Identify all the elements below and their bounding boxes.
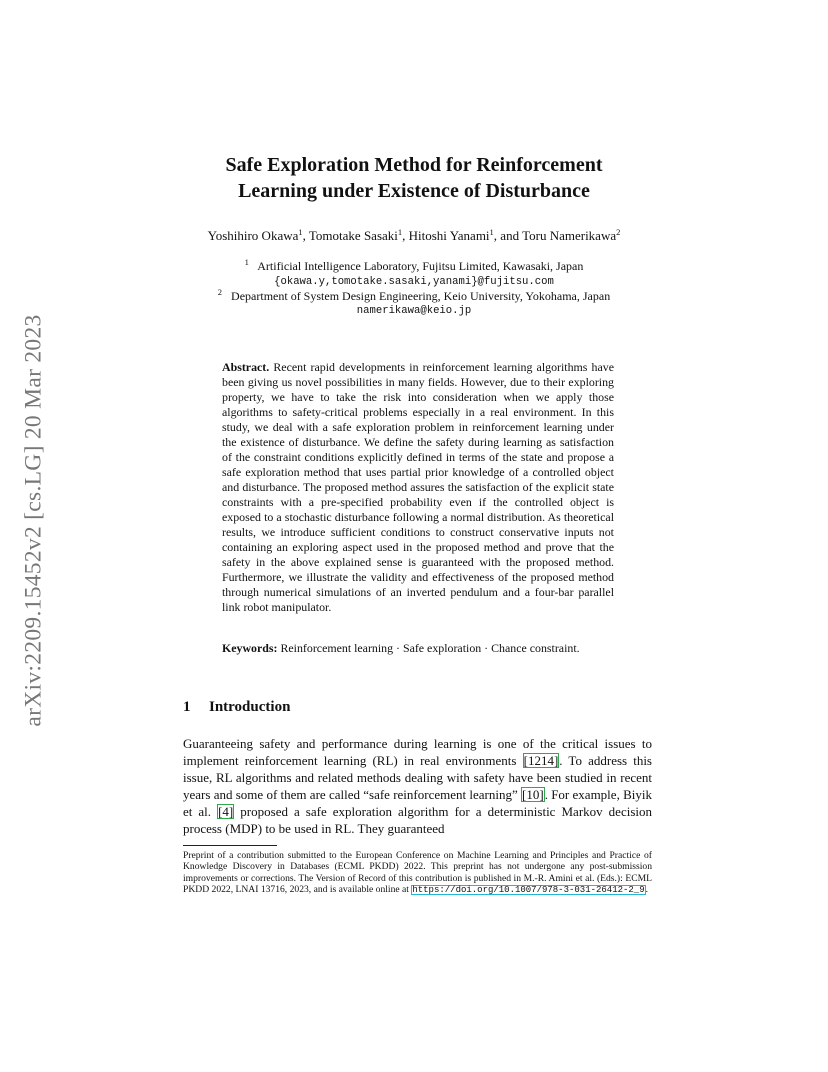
affiliation-mark: 2 [217,287,223,297]
title-line-2: Learning under Existence of Disturbance [238,180,590,202]
citation-link[interactable] [523,753,560,768]
author-name: Tomotake Sasaki [308,228,398,243]
footnote [183,850,652,897]
arxiv-id-text: arXiv:2209.15452v2 [cs.LG] 20 Mar 2023 [20,314,47,727]
affiliation-text: Department of System Design Engineering, Keio University, Yokohama, Japan [231,289,611,303]
section-title: Introduction [209,699,291,715]
abstract-text: Recent rapid developments in reinforcement learning algorithms have been giving us novel possibilities in many fields. However, due to their exploring property, we have to take the risk into consideration when we apply those algorithms to safety-critical problems especially in a real environment. In this study, we deal with a safe exploration problem in reinforcement learning under the existence of disturbance. We define the safety during learning as satisfaction of the constraint conditions explicitly defined in terms of the state and propose a safe exploration method that uses partial prior knowledge of a controlled object and disturbance. The proposed method assures the satisfaction of the explicit state constraints with a pre-specified probability even if the controlled object is exposed to a stochastic disturbance following a normal distribution. As theoretical results, we introduce sufficient conditions to construct conservative inputs not containing an exploring aspect used in the proposed method and prove that the safety in the above explained sense is guaranteed with the proposed method. Furthermore, we illustrate the validity and effectiveness of the proposed method through numerical simulations of an inverted pendulum and a four-bar parallel link robot manipulator. [222,360,614,614]
author-aff-mark: 1 [397,227,403,237]
abstract-label: Abstract. [222,360,270,374]
author-name: Hitoshi Yanami [408,228,490,243]
affiliation-1-email: {okawa.y,tomotake.sasaki,yanami}@fujitsu.com [274,276,554,288]
affiliation-text: Artificial Intelligence Laboratory, Fujitsu Limited, Kawasaki, Japan [257,259,584,273]
paper-title [0,152,828,204]
intro-text-3: . For example, Biyik et al. [183,787,652,819]
section-heading [183,699,290,716]
author-aff-mark: 1 [298,227,303,237]
keywords [222,641,614,656]
author-aff-mark: 2 [616,227,621,237]
citation-text: 14] [540,753,559,768]
author-name: Toru Namerikawa [522,228,617,243]
author-name: Yoshihiro Okawa [207,228,299,243]
arxiv-identifier [22,283,46,758]
affiliation-1 [0,259,828,274]
author-aff-mark: 1 [489,227,494,237]
footnote-rule [183,845,277,846]
citation-text: [12 [523,753,541,768]
intro-text-1: Guaranteeing safety and performance during learning is one of the critical issues to implement reinforcement learning (RL) in real environments [183,736,652,768]
abstract [222,360,614,615]
intro-text-2: . To address this issue, RL algorithms and related methods dealing with safety have been studied in recent years and some of them are called “safe reinforcement learning” [183,753,652,802]
intro-text-4: proposed a safe exploration algorithm for a deterministic Markov decision process (MDP) to be used in RL. They guaranteed [183,804,653,836]
citation-link[interactable]: [10] [522,787,544,802]
intro-paragraph [183,735,652,837]
footnote-text: Preprint of a contribution submitted to the European Conference on Machine Learning and Principles and Practice of Knowledge Discovery in Databases (ECML PKDD) 2022. This preprint has not undergone any post-submission improvements or corrections. The Version of Record of this contribution is published in M.-R. Amini et al. (Eds.): ECML PKDD 2022, LNAI 13716, 2023, and is available online at [183,850,652,896]
section-number: 1 [183,699,191,715]
title-line-1: Safe Exploration Method for Reinforcement [225,154,603,176]
footnote-end: . [645,884,649,896]
affiliation-mark: 1 [244,257,249,267]
author-list: Yoshihiro Okawa$^1$, Tomotake Sasaki$^1$, Hitoshi Yanami$^1$, and Toru Namerikawa$^2$ [207,227,621,243]
affiliation-2-email: namerikawa@keio.jp [356,305,472,317]
citation-link[interactable]: [4] [218,804,234,819]
keywords-text: Reinforcement learning · Safe exploration · Chance constraint. [280,641,580,655]
keywords-label: Keywords: [222,641,278,655]
affiliation-2 [0,289,828,304]
doi-link[interactable]: https://doi.org/10.1007/978-3-031-26412-2_9 [412,885,645,896]
